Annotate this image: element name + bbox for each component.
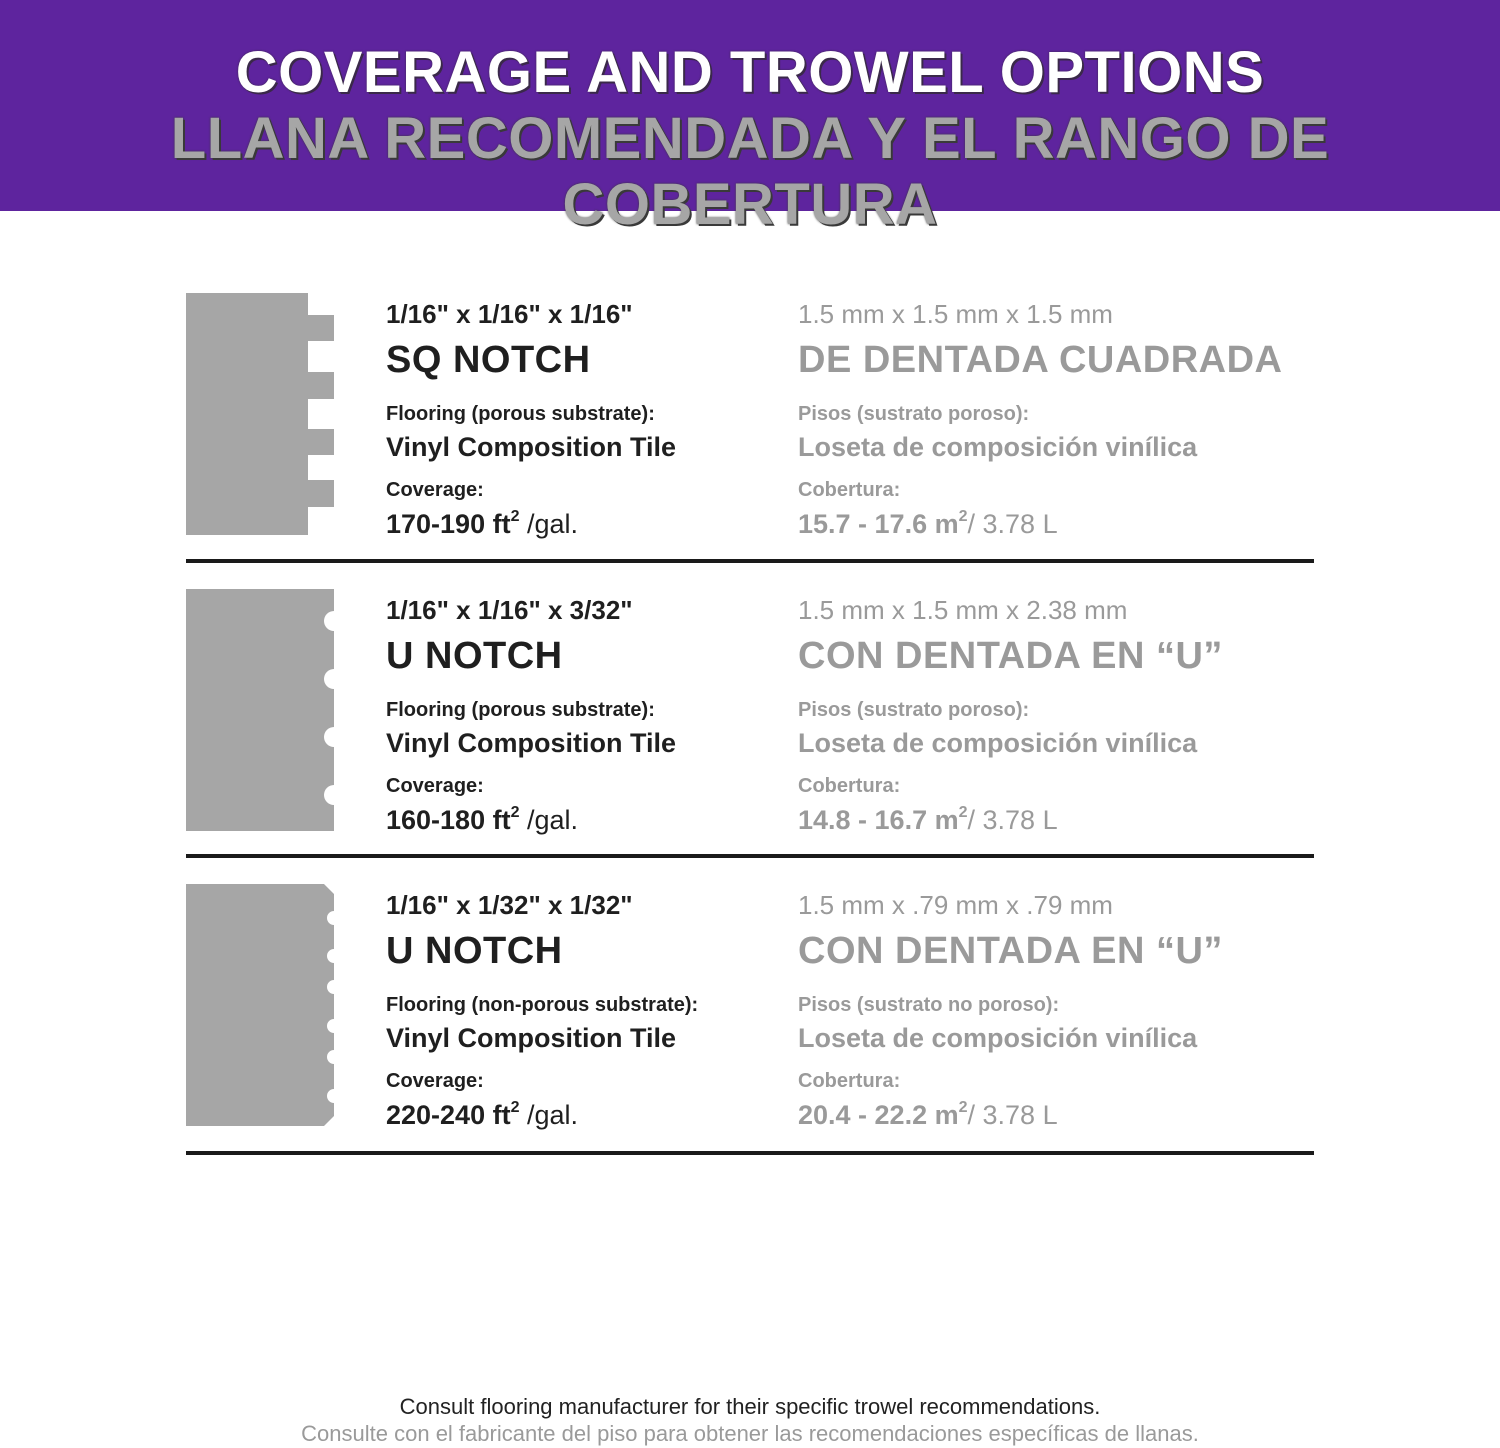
flooring-label: Flooring (porous substrate): (386, 699, 655, 721)
trowel-row-square-notch (0, 293, 1500, 553)
coverage-value-spanish: 14.8 - 16.7 $m^2/$ 3.78 L (798, 804, 1058, 835)
row-divider (186, 854, 1314, 858)
coverage-value: 220-240 $ft^2$ /gal. (386, 1099, 579, 1130)
row-divider (186, 559, 1314, 563)
coverage-value: 170-190 $ft^2$ /gal. (386, 508, 579, 539)
coverage-label: Coverage: (386, 1070, 484, 1092)
trowel-row-u-notch (0, 589, 1500, 849)
flooring-label-spanish: Pisos (sustrato no poroso): (798, 994, 1060, 1016)
header-banner (0, 0, 1500, 237)
notch-type: U NOTCH (386, 930, 563, 972)
title-spanish: LLANA RECOMENDADA Y EL RANGO DE COBERTURA (170, 106, 1330, 237)
trowel-size: 1/16" x 1/16" x 1/16" (386, 299, 633, 329)
flooring-label-spanish: Pisos (sustrato poroso): (798, 699, 1030, 721)
footer-note-english: Consult flooring manufacturer for their specific trowel recommendations. (399, 1394, 1101, 1419)
row-divider (186, 1151, 1314, 1155)
flooring-value: Vinyl Composition Tile (386, 432, 677, 462)
notch-type-spanish: CON DENTADA EN “U” (798, 635, 1223, 677)
trowel-size: 1/16" x 1/16" x 3/32" (386, 595, 633, 625)
coverage-label-spanish: Cobertura: (798, 775, 901, 797)
trowel-size: 1/16" x 1/32" x 1/32" (386, 890, 633, 920)
small-u-notch-trowel-icon (186, 884, 338, 1126)
flooring-label: Flooring (porous substrate): (386, 403, 655, 425)
flooring-value: Vinyl Composition Tile (386, 728, 677, 758)
title-english: COVERAGE AND TROWEL OPTIONS (235, 40, 1265, 105)
notch-type-spanish: CON DENTADA EN “U” (798, 930, 1223, 972)
coverage-label: Coverage: (386, 775, 484, 797)
flooring-value-spanish: Loseta de composición vinílica (798, 432, 1198, 462)
coverage-value-spanish: 15.7 - 17.6 $m^2/$ 3.78 L (798, 508, 1058, 539)
coverage-label: Coverage: (386, 479, 484, 501)
trowel-row-small-u-notch (0, 884, 1500, 1144)
notch-type: SQ NOTCH (386, 339, 591, 381)
flooring-value-spanish: Loseta de composición vinílica (798, 728, 1198, 758)
notch-type: U NOTCH (386, 635, 563, 677)
notch-type-spanish: DE DENTADA CUADRADA (798, 339, 1283, 381)
trowel-size-metric: 1.5 mm x .79 mm x .79 mm (798, 890, 1113, 920)
trowel-size-metric: 1.5 mm x 1.5 mm x 1.5 mm (798, 299, 1113, 329)
flooring-value: Vinyl Composition Tile (386, 1023, 677, 1053)
flooring-label-spanish: Pisos (sustrato poroso): (798, 403, 1030, 425)
coverage-label-spanish: Cobertura: (798, 1070, 901, 1092)
coverage-value-spanish: 20.4 - 22.2 $m^2/$ 3.78 L (798, 1099, 1058, 1130)
flooring-label: Flooring (non-porous substrate): (386, 994, 699, 1016)
u-notch-trowel-icon (186, 589, 338, 831)
square-notch-trowel-icon (186, 293, 338, 535)
footer-note-spanish: Consulte con el fabricante del piso para obtener las recomendaciones específicas de llanas. (301, 1421, 1199, 1446)
trowel-size-metric: 1.5 mm x 1.5 mm x 2.38 mm (798, 595, 1128, 625)
flooring-value-spanish: Loseta de composición vinílica (798, 1023, 1198, 1053)
coverage-value: 160-180 $ft^2$ /gal. (386, 804, 579, 835)
coverage-label-spanish: Cobertura: (798, 479, 901, 501)
